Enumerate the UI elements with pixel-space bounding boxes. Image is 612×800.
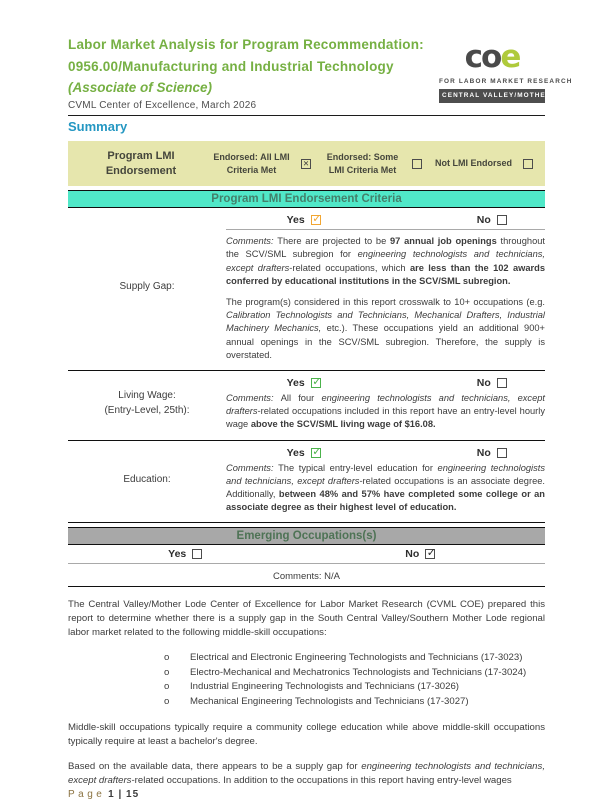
endorsement-header-row	[68, 141, 545, 186]
criteria-label-text: Living Wage:	[118, 390, 176, 402]
yes-label: Yes	[168, 548, 187, 561]
list-item: o Electrical and Electronic Engineering Technologists and Technicians (17-3023)	[164, 651, 545, 666]
page-title-line3: (Associate of Science)	[68, 79, 213, 95]
yes-option	[287, 377, 321, 389]
report-subtitle: CVML Center of Excellence, March 2026	[68, 100, 257, 112]
no-option	[477, 447, 507, 459]
checkbox-empty-icon[interactable]	[497, 448, 507, 458]
checkbox-checked-green-icon[interactable]	[311, 378, 321, 388]
checkbox-checked-dark-icon[interactable]	[425, 549, 435, 559]
criteria-label-text: Education:	[123, 473, 171, 485]
criteria-label	[68, 444, 226, 517]
criteria-label-text: Supply Gap:	[119, 281, 175, 293]
no-option	[405, 548, 435, 560]
emerging-comments: Comments: N/A	[68, 569, 545, 587]
body-text	[68, 598, 545, 787]
no-label: No	[405, 548, 420, 561]
header-divider	[68, 115, 545, 116]
criteria-content	[226, 211, 545, 364]
yes-no-row	[226, 377, 545, 389]
criteria-label	[68, 374, 226, 434]
body-paragraph: The Central Valley/Mother Lode Center of Excellence for Labor Market Research (CVML COE) prepared this report to determine whether there is a supply gap in the South Central Valley/Southern Mother Lode regional labor market related to the following middle-skill occupations:	[68, 599, 545, 639]
yes-option	[287, 447, 321, 459]
comments-paragraph: Comments: All four engineering technologists and technicians, except drafters-related occupations included in this report have an entry-level hourly wage above the SCV/SML living wage of $16.08.	[226, 392, 545, 430]
yes-label: Yes	[286, 446, 305, 459]
body-paragraph: Based on the available data, there appears to be a supply gap for engineering technologists and technicians, except drafters-related occupations. In addition to the occupations in this report having entry-level wages	[68, 760, 545, 786]
endorsement-option-label: Endorsed: All LMI Criteria Met	[213, 152, 290, 175]
criteria-section-living-wage	[68, 371, 545, 441]
emerging-yes-no-row	[68, 548, 545, 560]
yes-no-row	[226, 447, 545, 459]
page-word: Page	[68, 788, 106, 800]
coe-logo	[439, 34, 577, 103]
yes-option	[287, 214, 321, 226]
checkbox-empty-icon[interactable]	[523, 159, 533, 169]
report-header	[68, 34, 577, 112]
list-item: o Mechanical Engineering Technologists and Technicians (17-3027)	[164, 695, 545, 710]
occupation-list	[164, 651, 545, 709]
criteria-content	[226, 374, 545, 434]
yes-no-row	[226, 214, 545, 226]
summary-heading: Summary	[68, 119, 128, 135]
no-label: No	[476, 446, 491, 459]
no-label: No	[476, 376, 491, 389]
criteria-banner: Program LMI Endorsement Criteria	[68, 190, 545, 208]
yes-label: Yes	[286, 376, 305, 389]
checkbox-empty-icon[interactable]	[497, 378, 507, 388]
criteria-label-text2: (Entry-Level, 25th):	[104, 404, 190, 416]
logo-region-banner: CENTRAL VALLEY/MOTHER LODE	[439, 89, 545, 103]
page-number: 1 | 15	[108, 788, 140, 800]
list-item: o Industrial Engineering Technologists and Technicians (17-3026)	[164, 680, 545, 695]
yes-option	[168, 548, 202, 560]
endorsement-option-not	[430, 157, 533, 170]
comments-paragraph: Comments: There are projected to be 97 annual job openings throughout the SCV/SML subregion for engineering technologists and technicians, except drafters-related occupations, which are less than the 102 awards conferred by educational institutions in the SCV/SML subregion.	[226, 236, 546, 286]
yes-label: Yes	[286, 214, 305, 227]
criteria-section-supply-gap	[68, 208, 545, 371]
list-item: o Electro-Mechanical and Mechatronics Technologists and Technicians (17-3024)	[164, 666, 545, 681]
endorsement-label: Program LMI Endorsement	[105, 149, 177, 177]
comments-paragraph: Comments: The typical entry-level education for engineering technologists and technicians, except drafters-related occupations is an associate degree. Additionally, between 48% and 57% have completed some college or an associate degree as their highest level of education.	[226, 462, 545, 513]
comments-paragraph: The program(s) considered in this report crosswalk to 10+ occupations (e.g. Calibration Technologists and Technicians, Mechanical Drafters, Industrial Machinery Mechanics, etc.). These occupations yield an additional 900+ annual openings in the SCV/SML subregion. Therefore, the supply is overstated.	[226, 297, 545, 360]
body-paragraph: Middle-skill occupations typically require a community college education while above middle-skill occupations typically require at least a bachelor's degree.	[68, 721, 545, 747]
no-label: No	[476, 214, 491, 227]
logo-tagline: FOR LABOR MARKET RESEARCH	[439, 78, 573, 85]
checkbox-checked-x-icon[interactable]	[301, 159, 311, 169]
criteria-content	[226, 444, 545, 517]
checkbox-checked-green-icon[interactable]	[311, 448, 321, 458]
logo-word-accent: e	[500, 39, 520, 75]
checkbox-empty-icon[interactable]	[192, 549, 202, 559]
title-block	[68, 34, 439, 111]
endorsement-option-label: Endorsed: Some LMI Criteria Met	[326, 152, 399, 175]
thin-divider	[68, 563, 545, 564]
thin-divider	[226, 229, 545, 230]
logo-word-dark: co	[464, 39, 501, 75]
criteria-section-education	[68, 441, 545, 524]
page-title-line1: Labor Market Analysis for Program Recommendation:	[68, 37, 424, 52]
emerging-occupations-banner: Emerging Occupations(s)	[68, 527, 545, 545]
page-title-line2: 0956.00/Manufacturing and Industrial Technology	[68, 58, 394, 74]
criteria-label	[68, 211, 226, 364]
page-footer	[68, 789, 545, 800]
endorsement-option-some	[319, 151, 422, 176]
endorsement-option-all	[208, 151, 311, 176]
coe-logo-wordmark	[439, 39, 545, 75]
endorsement-option-label: Not LMI Endorsed	[435, 158, 512, 169]
no-option	[477, 214, 507, 226]
no-option	[477, 377, 507, 389]
checkbox-empty-icon[interactable]	[412, 159, 422, 169]
checkbox-empty-icon[interactable]	[497, 215, 507, 225]
checkbox-checked-orange-icon[interactable]	[311, 215, 321, 225]
